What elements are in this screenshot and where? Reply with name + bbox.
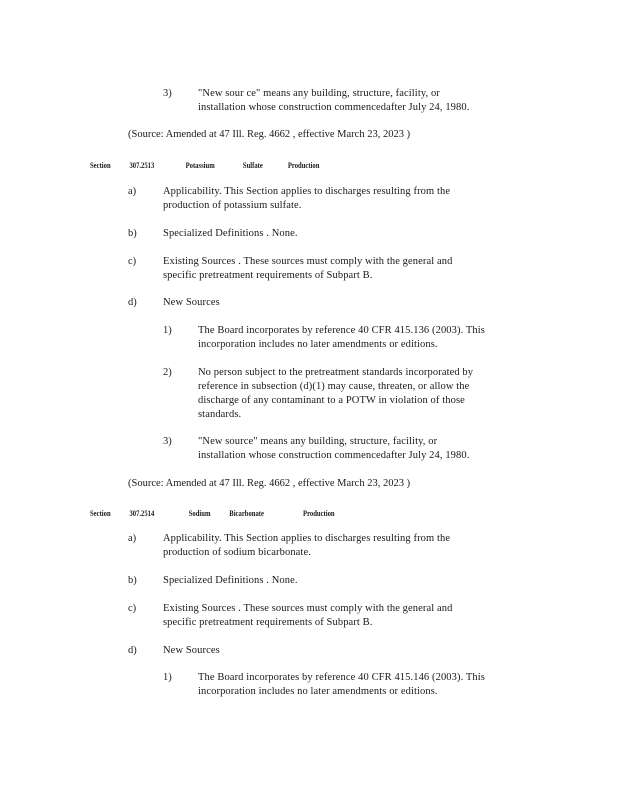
item-number: b)	[128, 575, 137, 586]
section-title-word: Potassium	[185, 160, 215, 170]
item-number: c)	[128, 603, 137, 614]
paragraph-line: standards.	[198, 409, 242, 420]
section-title-word: Production	[303, 508, 335, 518]
paragraph-line: Applicability. This Section applies to discharges resulting from the	[163, 186, 451, 197]
paragraph-line: reference in subsection (d)(1) may cause, threaten, or allow the	[198, 381, 470, 392]
section-title-word: Sodium	[188, 508, 211, 518]
paragraph-line: The Board incorporates by reference 40 CFR 415.136 (2003). This	[198, 325, 485, 336]
paragraph-line: installation whose construction commencedafter July 24, 1980.	[198, 450, 470, 461]
source-note: (Source: Amended at 47 Ill. Reg. 4662 , effective March 23, 2023 )	[128, 478, 411, 489]
paragraph-line: installation whose construction commencedafter July 24, 1980.	[198, 102, 470, 113]
section-title-word: Sulfate	[242, 160, 263, 170]
item-number: 2)	[163, 367, 172, 378]
item-number: d)	[128, 297, 137, 308]
item-number: 1)	[163, 325, 172, 336]
paragraph-line: production of potassium sulfate.	[163, 200, 302, 211]
item-number: 3)	[163, 436, 172, 447]
source-note: (Source: Amended at 47 Ill. Reg. 4662 , effective March 23, 2023 )	[128, 129, 411, 140]
paragraph-line: "New source" means any building, structure, facility, or	[198, 436, 438, 447]
paragraph-line: specific pretreatment requirements of Subpart B.	[163, 270, 373, 281]
item-number: 1)	[163, 672, 172, 683]
paragraph-line: Specialized Definitions . None.	[163, 228, 298, 239]
paragraph-line: specific pretreatment requirements of Subpart B.	[163, 617, 373, 628]
section-label: Section	[90, 160, 111, 170]
item-number: d)	[128, 645, 137, 656]
item-number: c)	[128, 256, 137, 267]
paragraph-line: No person subject to the pretreatment standards incorporated by	[198, 367, 474, 378]
paragraph-line: production of sodium bicarbonate.	[163, 547, 311, 558]
paragraph-line: The Board incorporates by reference 40 CFR 415.146 (2003). This	[198, 672, 485, 683]
item-number: 3)	[163, 88, 172, 99]
section-heading	[90, 507, 335, 519]
section-number: 307.2514	[129, 508, 155, 518]
paragraph-line: New Sources	[163, 297, 220, 308]
paragraph-line: Existing Sources . These sources must comply with the general and	[163, 256, 453, 267]
paragraph-line: Applicability. This Section applies to discharges resulting from the	[163, 533, 451, 544]
section-title-word: Production	[287, 160, 320, 170]
paragraph-line: Specialized Definitions . None.	[163, 575, 298, 586]
item-number: b)	[128, 228, 137, 239]
paragraph-line: discharge of any contaminant to a POTW in violation of those	[198, 395, 465, 406]
item-number: a)	[128, 533, 137, 544]
section-number: 307.2513	[129, 160, 155, 170]
paragraph-line: incorporation includes no later amendments or editions.	[198, 339, 438, 350]
item-number: a)	[128, 186, 137, 197]
paragraph-line: Existing Sources . These sources must comply with the general and	[163, 603, 453, 614]
section-label: Section	[90, 508, 111, 518]
paragraph-line: incorporation includes no later amendments or editions.	[198, 686, 438, 697]
paragraph-line: New Sources	[163, 645, 220, 656]
section-title-word: Bicarbonate	[229, 508, 264, 518]
section-heading	[90, 159, 319, 171]
paragraph-line: "New sour ce" means any building, structure, facility, or	[198, 88, 440, 99]
